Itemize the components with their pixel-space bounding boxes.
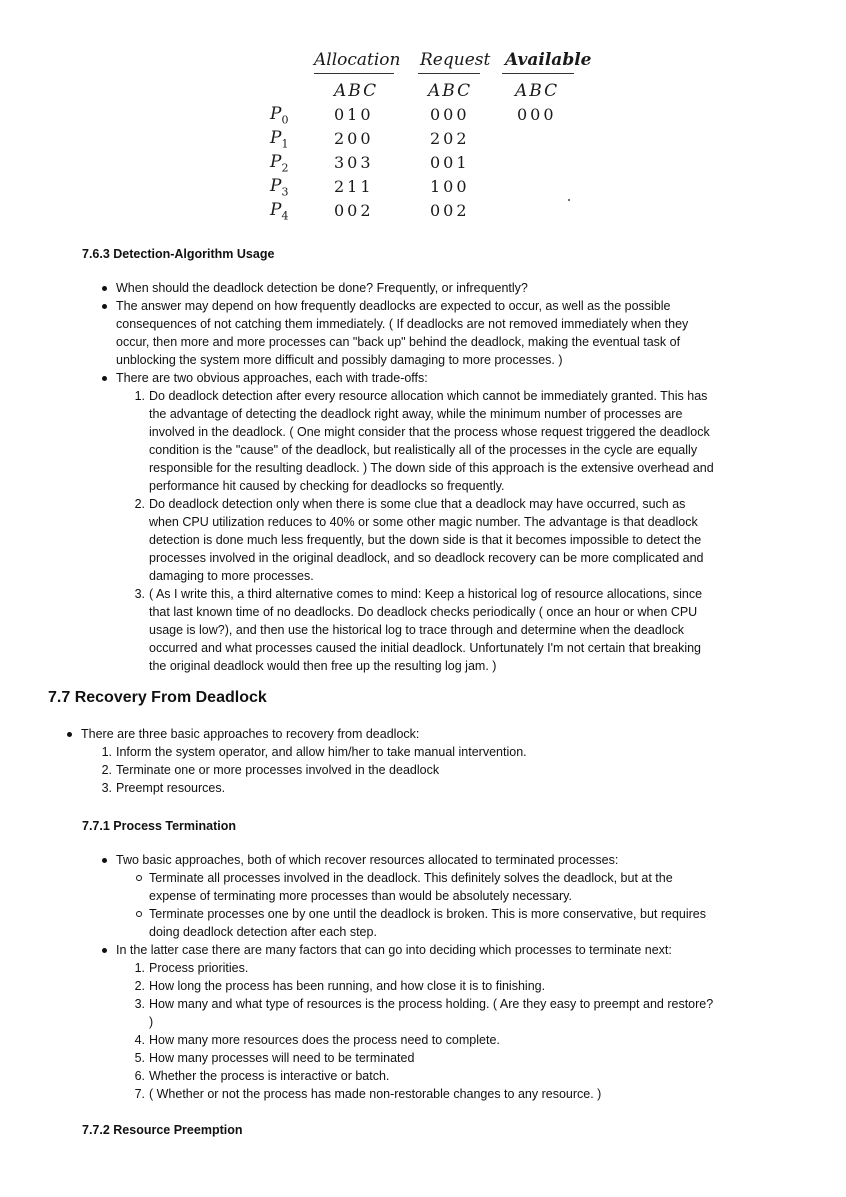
- list-item: 6. Whether the process is interactive or batch.: [134, 1069, 390, 1083]
- allocation-abc: ABC: [334, 81, 379, 101]
- allocation-p3: 211: [334, 177, 374, 196]
- request-p4: 002: [430, 201, 470, 220]
- list-item: Two basic approaches, both of which recover resources allocated to terminated processes:: [116, 851, 816, 869]
- list-item: 4. How many more resources does the process need to complete.: [134, 1033, 500, 1047]
- list-item: 1. Process priorities.: [134, 961, 249, 975]
- list-item: 2. How long the process has been running, and how close it is to finishing.: [134, 979, 546, 993]
- request-p2: 001: [430, 153, 470, 172]
- available-underline: [502, 73, 574, 74]
- row-label-p1: $P_1$: [270, 128, 289, 151]
- allocation-underline: [314, 73, 394, 74]
- section-7-7-heading: 7.7 Recovery From Deadlock: [48, 689, 267, 706]
- row-label-p3: $P_3$: [270, 176, 289, 199]
- list-item: 1. Inform the system operator, and allow him/her to take manual intervention.: [101, 745, 527, 759]
- section-7-7-1-sublist: [149, 869, 819, 941]
- row-label-p0: $P_0$: [270, 104, 289, 127]
- allocation-p2: 303: [334, 153, 374, 172]
- request-p3: 100: [430, 177, 470, 196]
- list-item: Terminate all processes involved in the deadlock. This definitely solves the deadlock, but at the expense of terminating more processes than would be absolutely necessary.: [149, 869, 819, 905]
- section-7-7-approaches: [101, 743, 816, 797]
- section-7-7-1-list: [116, 851, 816, 869]
- list-item: In the latter case there are many factors that can go into deciding which processes to terminate next:: [116, 941, 816, 959]
- list-item: 3. Preempt resources.: [101, 781, 226, 795]
- list-item: 3. ( As I write this, a third alternative comes to mind: Keep a historical log of resource allocations, since that last known time of no deadlocks. Do deadlock checks periodically ( once an hour or when CPU usage is low?), and then use the historical log to trace through and determine when the deadlock occurred and what processes caused the initial deadlock. Unfortunately I'm not certain that breaking the original deadlock would then free up the resulting log jam. ): [134, 587, 703, 673]
- row-label-p4: $P_4$: [270, 200, 289, 223]
- list-item: 7. ( Whether or not the process has made non-restorable changes to any resource. ): [134, 1087, 602, 1101]
- section-7-7-2-heading: 7.7.2 Resource Preemption: [82, 1123, 243, 1137]
- list-item: There are two obvious approaches, each with trade-offs:: [116, 369, 816, 387]
- request-underline: [418, 73, 480, 74]
- list-item: When should the deadlock detection be done? Frequently, or infrequently?: [116, 279, 816, 297]
- section-7-7-list: [81, 725, 801, 743]
- request-p1: 202: [430, 129, 470, 148]
- list-item: 3. How many and what type of resources is the process holding. ( Are they easy to preempt and restore? ): [134, 997, 714, 1029]
- list-item: 2. Terminate one or more processes involved in the deadlock: [101, 763, 440, 777]
- list-item: Terminate processes one by one until the deadlock is broken. This is more conservative, but requires doing deadlock detection after each step.: [149, 905, 819, 941]
- section-7-7-1-list-2: [116, 941, 816, 959]
- list-item: There are three basic approaches to recovery from deadlock:: [81, 725, 801, 743]
- section-7-6-3-heading: 7.6.3 Detection-Algorithm Usage: [82, 247, 275, 261]
- section-7-6-3-list: [116, 279, 816, 387]
- request-header: Request: [420, 50, 491, 70]
- available-header: Available: [505, 50, 592, 70]
- available-p0: 000: [517, 105, 557, 124]
- allocation-header: Allocation: [314, 50, 401, 70]
- request-p0: 000: [430, 105, 470, 124]
- section-7-6-3-approaches: [134, 387, 819, 675]
- row-label-p2: $P_2$: [270, 152, 289, 175]
- allocation-p1: 200: [334, 129, 374, 148]
- list-item: 2. Do deadlock detection only when there is some clue that a deadlock may have occurred, such as when CPU utilization reduces to 40% or some other magic number. The advantage is that deadlock detection is done much less frequently, but the down side is that it becomes impossible to detect the processes involved in the original deadlock, and so deadlock recovery can be more complicated and damaging to more processes.: [134, 497, 704, 583]
- list-item: 1. Do deadlock detection after every resource allocation which cannot be immediately granted. This has the advantage of detecting the deadlock right away, while the minimum number of processes are involved in the deadlock. ( One might consider that the process whose request triggered the deadlock condition is the "cause" of the deadlock, but realistically all of the processes in the cycle are equally responsible for the resulting deadlock. ) The down side of this approach is the extensive overhead and performance hit caused by checking for deadlocks so frequently.: [134, 389, 714, 493]
- scan-speck: [568, 199, 570, 201]
- list-item: The answer may depend on how frequently deadlocks are expected to occur, as well as the possible consequences of not catching them immediately. ( If deadlocks are not removed immediately when they occur, then more and more processes can "back up" behind the deadlock, making the eventual task of unblocking the system more difficult and possibly damaging to more processes. ): [116, 297, 816, 369]
- available-abc: ABC: [515, 81, 560, 101]
- request-abc: ABC: [428, 81, 473, 101]
- allocation-p0: 010: [334, 105, 374, 124]
- section-7-7-1-heading: 7.7.1 Process Termination: [82, 819, 236, 833]
- section-7-7-1-factors: [134, 959, 819, 1103]
- allocation-p4: 002: [334, 201, 374, 220]
- list-item: 5. How many processes will need to be terminated: [134, 1051, 415, 1065]
